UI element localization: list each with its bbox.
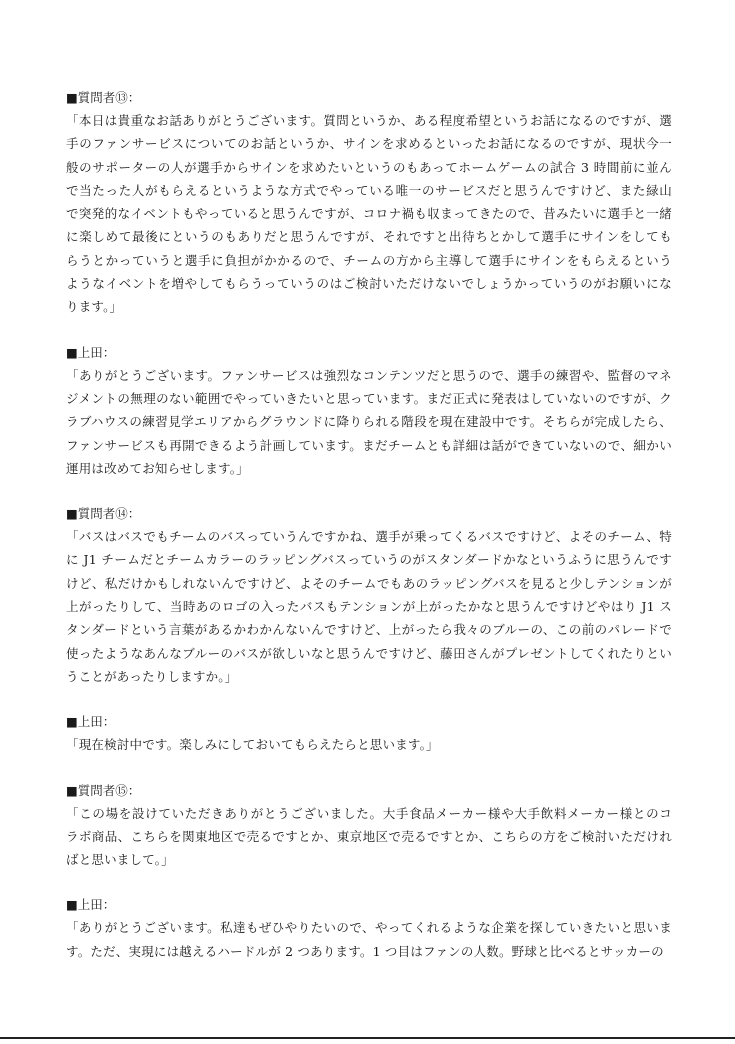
transcript-block bbox=[66, 341, 672, 480]
paragraph-line: 「ありがとうございます。私達もぜひやりたいので、やってくれるような企業を探していきたいと思いま bbox=[66, 920, 672, 936]
speaker-label: ■質問者⑮： bbox=[66, 782, 141, 798]
paragraph-line: 「ありがとうございます。ファンサービスは強烈なコンテンツだと思うので、選手の練習や、監督のマネ bbox=[66, 367, 672, 383]
paragraph-line: で当たった人がもらえるというような方式でやっている唯一のサービスだと思うんですけど、また緑山 bbox=[66, 182, 672, 198]
transcript-block bbox=[66, 502, 672, 688]
paragraph-line: タンダードという言葉があるかわかんないんですけど、上がったら我々のブルーの、この前のパレードで bbox=[66, 622, 672, 638]
paragraph-line: 手のファンサービスについてのお話というか、サインを求めるといったお話になるのですが、現状今一 bbox=[66, 136, 672, 152]
speaker-label: ■上田： bbox=[66, 344, 116, 360]
paragraph-line: ジメントの無理のない範囲でやっていきたいと思っています。まだ正式に発表はしていないのですが、ク bbox=[66, 390, 672, 406]
paragraph-line: 「バスはバスでもチームのバスっていうんですかね、選手が乗ってくるバスですけど、よそのチーム、特 bbox=[66, 529, 672, 545]
footer-rule bbox=[0, 1037, 735, 1039]
transcript-block bbox=[66, 893, 672, 963]
paragraph-line: ラブハウスの練習見学エリアからグラウンドに降りられる階段を現在建設中です。そちらが完成したら、 bbox=[66, 414, 672, 430]
paragraph-line: す。ただ、実現には越えるハードルが 2 つあります。1 つ目はファンの人数。野球と比べるとサッカーの bbox=[66, 943, 664, 959]
speaker-label: ■質問者⑭： bbox=[66, 506, 141, 522]
paragraph-line: 上がったりして、当時あのロゴの入ったバスもテンションが上がったかなと思うんですけどやはり J1 ス bbox=[66, 599, 672, 615]
paragraph-line: ラボ商品、こちらを関東地区で売るですとか、東京地区で売るですとか、こちらの方をご検討いただけれ bbox=[66, 828, 672, 844]
speaker-label: ■質問者⑬： bbox=[66, 90, 141, 105]
paragraph-line: 運用は改めてお知らせします。」 bbox=[66, 460, 249, 476]
paragraph-line: うことがあったりしますか。」 bbox=[66, 668, 238, 684]
transcript-block bbox=[66, 779, 672, 872]
paragraph-line: らうとかっていうと選手に負担がかかるので、チームの方から主導して選手にサインをもらえるという bbox=[66, 252, 672, 268]
paragraph-line: 「この場を設けていただきありがとうございました。大手食品メーカー様や大手飲料メーカー様とのコ bbox=[66, 805, 672, 821]
paragraph-line: ファンサービスも再開できるよう計画しています。まだチームとも詳細は話ができていないので、細かい bbox=[66, 437, 672, 453]
speaker-label: ■上田： bbox=[66, 897, 116, 913]
transcript-block bbox=[66, 86, 672, 319]
paragraph-line: ようなイベントを増やしてもらうっていうのはご検討いただけないでしょうかっていうのがお願いにな bbox=[66, 276, 672, 292]
transcript-block bbox=[66, 710, 672, 756]
paragraph-line: ばと思いまして。」 bbox=[66, 852, 174, 868]
paragraph-line: ります。」 bbox=[66, 299, 123, 315]
paragraph-line: で突発的なイベントもやっていると思うんですが、コロナ禍も収まってきたので、昔みたいに選手と一緒 bbox=[66, 206, 672, 222]
paragraph-line: 般のサポーターの人が選手からサインを求めたいというのもあってホームゲームの試合 3 時間前に並ん bbox=[66, 159, 672, 175]
paragraph-line: 「現在検討中です。楽しみにしておいてもらえたらと思います。」 bbox=[66, 737, 439, 753]
paragraph-line: 使ったようなあんなブルーのバスが欲しいなと思うんですけど、藤田さんがプレゼントしてくれたりとい bbox=[66, 645, 672, 661]
speaker-label: ■上田： bbox=[66, 714, 116, 730]
paragraph-line: けど、私だけかもしれないんですけど、よそのチームでもあのラッピングバスを見ると少しテンションが bbox=[66, 575, 672, 591]
paragraph-line: 「本日は貴重なお話ありがとうございます。質問というか、ある程度希望というお話になるのですが、選 bbox=[66, 113, 672, 128]
paragraph-line: に J1 チームだとチームカラーのラッピングバスっていうのがスタンダードかなというふうに思うんです bbox=[66, 552, 672, 568]
paragraph-line: に楽しめて最後にというのもありだと思うんですが、それですと出待ちとかして選手にサインをしても bbox=[66, 229, 672, 245]
transcript-body bbox=[66, 86, 672, 985]
